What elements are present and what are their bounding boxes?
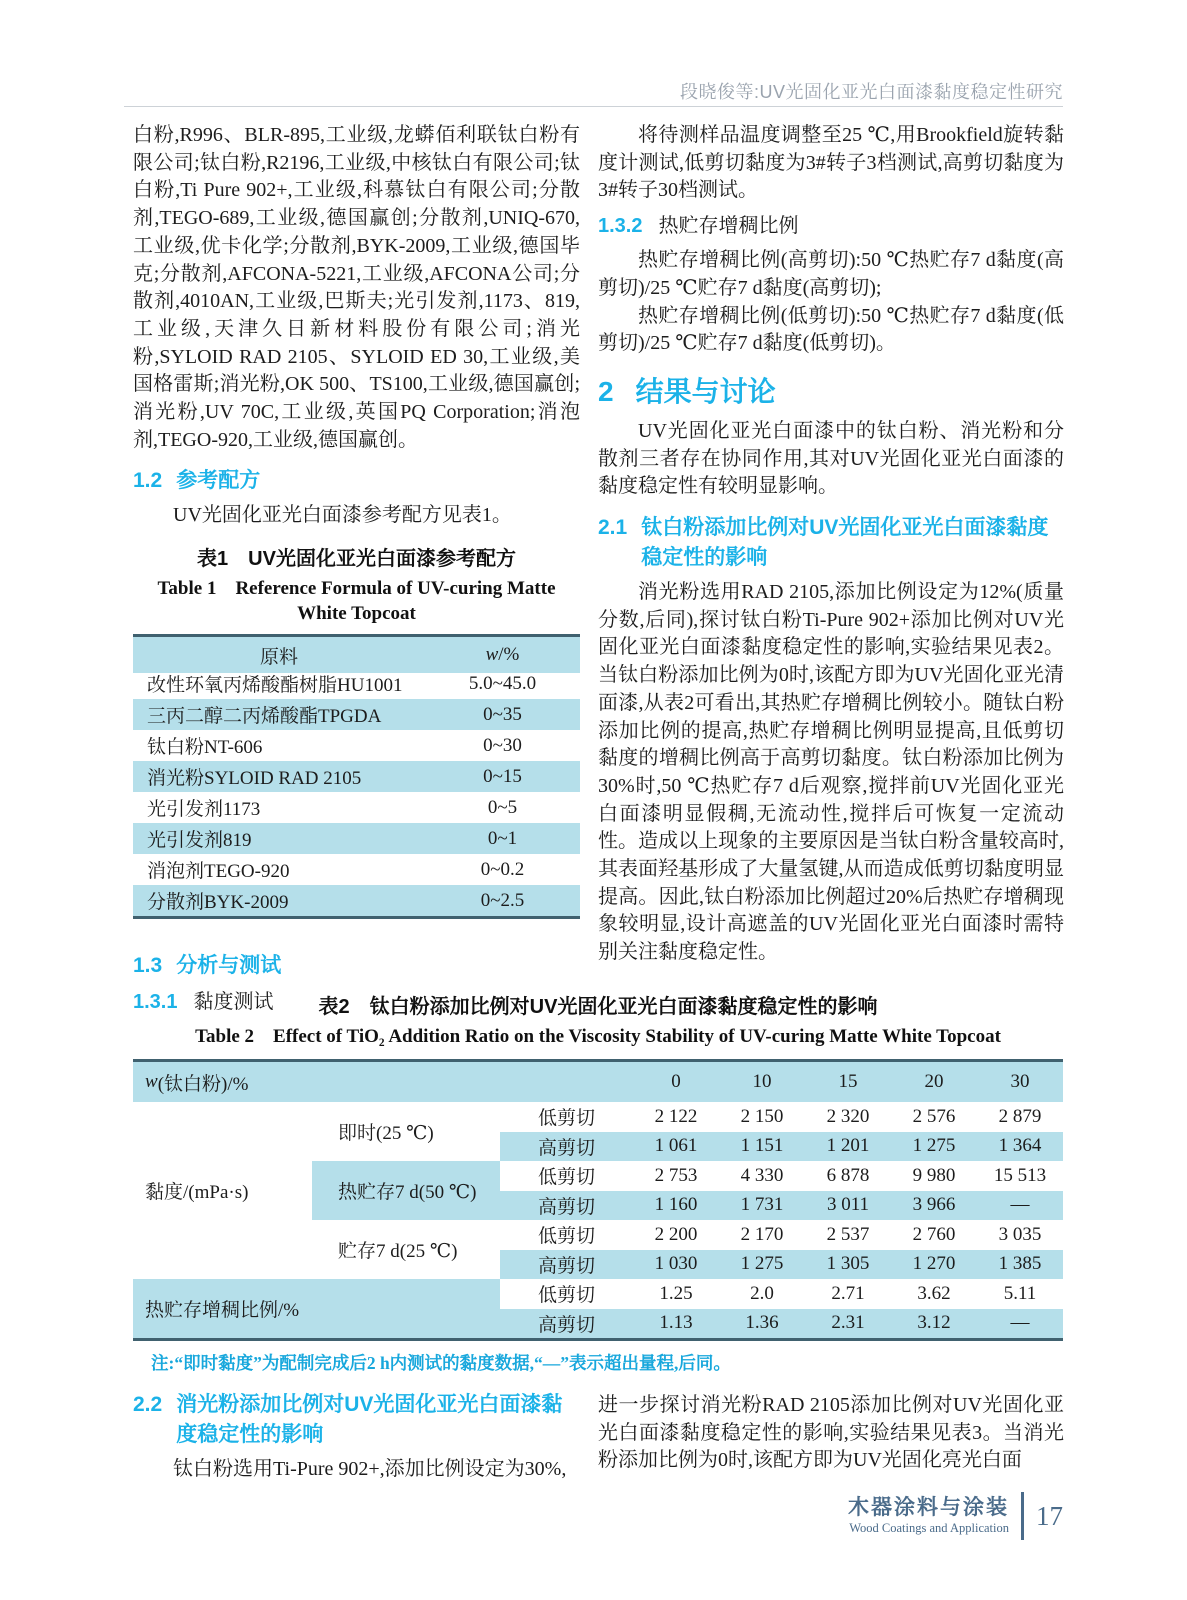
- table2-header-value: 10: [719, 1062, 805, 1102]
- paragraph-materials: 白粉,R996、BLR-895,工业级,龙蟒佰利联钛白粉有限公司;钛白粉,R2196,工业级,中核钛白有限公司;钛白粉,Ti Pure 902+,工业级,科慕钛白有限公司;分散剂,TEGO-689,工业级,德国赢创;分散剂,UNIQ-670,工业级,优卡化学;分散剂,BYK-2009,工业级,德国毕克;分散剂,AFCONA-5221,工业级,AFCONA公司;分散剂,4010AN,工业级,巴斯夫;光引发剂,1173、819,工业级,天津久日新材料股份有限公司;消光粉,SYLOID RAD 2105、SYLOID ED 30,工业级,美国格雷斯;消光粉,OK 500、TS100,工业级,德国赢创;消光粉,UV 70C,工业级,英国PQ Corporation;消泡剂,TEGO-920,工业级,德国赢创。: [133, 124, 580, 451]
- table2-cell: 2 122: [654, 1105, 698, 1127]
- table2-cell: 1 275: [719, 1250, 805, 1280]
- table1-caption-en: Table 1 Reference Formula of UV-curing Matte White Topcoat: [157, 578, 556, 625]
- heading-2-2: [133, 1390, 580, 1450]
- table2-shear-label: 低剪切: [537, 1167, 595, 1189]
- table2: [133, 1059, 1063, 1341]
- table2-cell: 1 061: [633, 1132, 719, 1162]
- running-head: 段晓俊等:UV光固化亚光白面漆黏度稳定性研究: [679, 82, 1063, 102]
- table2-cond-hot: 热贮存7 d(50 ℃): [312, 1161, 500, 1220]
- table2-header-value: 0: [633, 1062, 719, 1102]
- heading-1-3: [133, 951, 580, 981]
- table2-cell: —: [977, 1191, 1063, 1221]
- page-footer: [848, 1492, 1063, 1540]
- table2-header-value: 15: [805, 1062, 891, 1102]
- table2-cell: —: [977, 1309, 1063, 1339]
- heading-number: 2.1: [598, 516, 628, 540]
- table2-shear-label: 高剪切: [500, 1191, 633, 1221]
- heading-title: 热贮存增稠比例: [658, 215, 799, 238]
- heading-number: 1.3.1: [133, 991, 178, 1014]
- journal-name-cn: 木器涂料与涂装: [848, 1496, 1009, 1519]
- table2-cell: 2 879: [998, 1105, 1042, 1127]
- table1-cell: 0~5: [487, 796, 518, 818]
- table1-cell: 改性环氧丙烯酸酯树脂HU1001: [147, 675, 403, 697]
- right-column: [598, 122, 1064, 967]
- table2-cell: 1 731: [719, 1191, 805, 1221]
- page-number: 17: [1036, 1501, 1063, 1531]
- paragraph-ratio-high: 热贮存增稠比例(高剪切):50 ℃热贮存7 d黏度(高剪切)/25 ℃贮存7 d黏度(高剪切);: [598, 249, 1064, 299]
- heading-1-3-2: [598, 211, 1064, 241]
- bottom-left-block: [133, 1378, 580, 1484]
- table2-cell: 1 160: [633, 1191, 719, 1221]
- table2-cell: 2 760: [912, 1223, 956, 1245]
- table1-cell: 消光粉SYLOID RAD 2105: [133, 761, 425, 792]
- table1-caption-cn: 表1 UV光固化亚光白面漆参考配方: [197, 548, 516, 571]
- journal-name-en: Wood Coatings and Application: [849, 1521, 1009, 1535]
- table2-group-ratio: 热贮存增稠比例/%: [133, 1279, 500, 1338]
- table2-shear-label: 高剪切: [500, 1250, 633, 1280]
- table2-shear-label: 高剪切: [500, 1132, 633, 1162]
- journal-name-block: [848, 1496, 1009, 1536]
- paragraph-tio2-discussion: 消光粉选用RAD 2105,添加比例设定为12%(质量分数,后同),探讨钛白粉Ti-Pure 902+添加比例对UV光固化亚光白面漆黏度稳定性的影响,实验结果见表2。当钛白粉添加比例为0时,该配方即为UV光固化亚光清面漆,从表2可看出,其热贮存增稠比例较小。随钛白粉添加比例的提高,热贮存增稠比例明显提高,且低剪切黏度的增稠比例高于高剪切黏度。钛白粉添加比例为30%时,50 ℃热贮存7 d后观察,搅拌前UV光固化亚光白面漆明显假稠,无流动性,搅拌后可恢复一定流动性。造成以上现象的主要原因是当钛白粉含量较高时,其表面羟基形成了大量氢键,从而造成低剪切黏度明显提高。因此,钛白粉添加比例超过20%后热贮存增稠现象较明显,设计高遮盖的UV光固化亚光白面漆时需特别关注黏度稳定性。: [598, 581, 1064, 964]
- table2-header-value: 30: [977, 1062, 1063, 1102]
- heading-2-1: [598, 513, 1064, 573]
- table2-shear-label: 高剪切: [500, 1309, 633, 1339]
- table2-cell: 6 878: [826, 1164, 870, 1186]
- table2-cell: 2.71: [831, 1282, 865, 1304]
- table1-cell: 0~15: [425, 761, 580, 792]
- table2-cond-room: 贮存7 d(25 ℃): [338, 1241, 458, 1262]
- table2-caption-en: Table 2 Effect of TiO₂ Addition Ratio on the Viscosity Stability of UV-curing Matte White Topcoat: [195, 1026, 1001, 1047]
- table2-block: [133, 994, 1063, 1375]
- bottom-right-block: [598, 1392, 1064, 1475]
- header-rule: [124, 106, 1063, 107]
- table1-cell: 0~1: [425, 823, 580, 854]
- paragraph-matting-continue: 进一步探讨消光粉RAD 2105添加比例对UV光固化亚光白面漆黏度稳定性的影响,实验结果见表3。当消光粉添加比例为0时,该配方即为UV光固化亮光白面: [598, 1394, 1064, 1472]
- table1-cell: 光引发剂819: [133, 823, 425, 854]
- table2-note: 注:“即时黏度”为配制完成后2 h内测试的黏度数据,“—”表示超出量程,后同。: [151, 1353, 731, 1373]
- table1-cell: 消泡剂TEGO-920: [147, 861, 290, 883]
- paragraph-matting-intro: 钛白粉选用Ti-Pure 902+,添加比例设定为30%,: [173, 1458, 567, 1480]
- table1-cell: 5.0~45.0: [468, 672, 537, 694]
- table2-cell: 1.36: [719, 1309, 805, 1339]
- table1-cell: 0~2.5: [425, 885, 580, 916]
- table1-cell: 三丙二醇二丙烯酸酯TPGDA: [133, 699, 425, 730]
- table2-cell: 1.25: [659, 1282, 693, 1304]
- table2-cell: 2.0: [750, 1282, 774, 1304]
- table2-cell: 2 576: [912, 1105, 956, 1127]
- table2-cell: 2 537: [826, 1223, 870, 1245]
- table2-cell: 1 305: [805, 1250, 891, 1280]
- table1-header-material: 原料: [133, 637, 425, 673]
- table2-cell: 2 150: [740, 1105, 784, 1127]
- table1-cell: 分散剂BYK-2009: [133, 885, 425, 916]
- table2-cell: 1 030: [633, 1250, 719, 1280]
- left-column: [133, 122, 580, 1023]
- table2-group-viscosity: 黏度/(mPa·s): [145, 1182, 249, 1203]
- table2-cell: 4 330: [740, 1164, 784, 1186]
- table2-cell: 2 200: [654, 1223, 698, 1245]
- table2-cell: 1 201: [805, 1132, 891, 1162]
- heading-title: 参考配方: [176, 469, 261, 493]
- heading-title: 钛白粉添加比例对UV光固化亚光白面漆黏度稳定性的影响: [641, 516, 1049, 570]
- table2-cell: 2 753: [654, 1164, 698, 1186]
- table2-shear-label: 低剪切: [537, 1226, 595, 1248]
- table2-caption-cn: 表2 钛白粉添加比例对UV光固化亚光白面漆黏度稳定性的影响: [318, 996, 878, 1018]
- table1: [133, 634, 580, 919]
- heading-number: 2: [598, 375, 614, 407]
- table2-shear-label: 低剪切: [537, 1285, 595, 1307]
- table1-cell: 0~30: [483, 734, 522, 756]
- footer-divider: [1021, 1492, 1024, 1540]
- heading-number: 1.3: [133, 954, 163, 978]
- table2-cell: 1 385: [977, 1250, 1063, 1280]
- heading-number: 1.3.2: [598, 215, 643, 238]
- table1-cell: 0~0.2: [480, 858, 525, 880]
- heading-number: 2.2: [133, 1393, 163, 1416]
- heading-title: 消光粉添加比例对UV光固化亚光白面漆黏度稳定性的影响: [176, 1393, 563, 1446]
- heading-title: 分析与测试: [176, 954, 282, 978]
- paragraph-table1-ref: UV光固化亚光白面漆参考配方见表1。: [173, 504, 512, 527]
- table2-cell: 15 513: [993, 1164, 1047, 1186]
- paragraph-synergy: UV光固化亚光白面漆中的钛白粉、消光粉和分散剂三者存在协同作用,其对UV光固化亚光白面漆的黏度稳定性有较明显影响。: [598, 419, 1064, 498]
- table1-header-w: w /%: [425, 637, 580, 673]
- heading-title: 黏度测试: [193, 991, 274, 1014]
- heading-1-2: [133, 466, 580, 496]
- table2-cell: 3 035: [998, 1223, 1042, 1245]
- table2-cell: 1 364: [977, 1132, 1063, 1162]
- table2-cell: 1 270: [891, 1250, 977, 1280]
- heading-number: 1.2: [133, 469, 163, 493]
- heading-title: 结果与讨论: [635, 375, 776, 407]
- table2-cell: 1 151: [719, 1132, 805, 1162]
- table2-cell: 1.13: [633, 1309, 719, 1339]
- table1-cell: 0~35: [425, 699, 580, 730]
- table1-cell: 光引发剂1173: [147, 799, 261, 821]
- table2-cell: 3 966: [891, 1191, 977, 1221]
- table2-cell: 3.12: [891, 1309, 977, 1339]
- table2-header-label: w (钛白粉)/%: [133, 1062, 633, 1102]
- table2-header-value: 20: [891, 1062, 977, 1102]
- table1-cell: 钛白粉NT-606: [147, 737, 263, 759]
- table2-cond-immediate: 即时(25 ℃): [338, 1123, 434, 1144]
- table2-cell: 1 275: [891, 1132, 977, 1162]
- table2-cell: 5.11: [1003, 1282, 1037, 1304]
- table2-cell: 9 980: [912, 1164, 956, 1186]
- table2-cell: 2.31: [805, 1309, 891, 1339]
- heading-2: [598, 374, 1064, 410]
- table2-cell: 2 170: [740, 1223, 784, 1245]
- table2-cell: 3.62: [917, 1282, 951, 1304]
- paragraph-viscosity-test: 将待测样品温度调整至25 ℃,用Brookfield旋转黏度计测试,低剪切黏度为3#转子3档测试,高剪切黏度为3#转子30档测试。: [598, 124, 1064, 202]
- table2-cell: 3 011: [805, 1191, 891, 1221]
- table2-cell: 2 320: [826, 1105, 870, 1127]
- paragraph-ratio-low: 热贮存增稠比例(低剪切):50 ℃热贮存7 d黏度(低剪切)/25 ℃贮存7 d黏度(低剪切)。: [598, 304, 1064, 355]
- table2-shear-label: 低剪切: [537, 1108, 595, 1130]
